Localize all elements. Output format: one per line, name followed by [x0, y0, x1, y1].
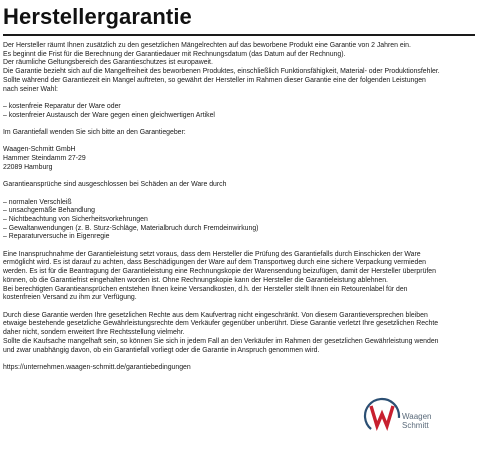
intro-line: Der räumliche Geltungsbereich des Garantieschutzes ist europaweit. [3, 59, 213, 67]
services-list [3, 103, 475, 120]
list-item: – unsachgemäße Behandlung [3, 207, 95, 215]
intro-paragraph [3, 42, 475, 94]
claim-line: Eine Inanspruchnahme der Garantieleistung setzt voraus, dass dem Hersteller die Prüfung des Garantiefalls durch Einschicken der Ware [3, 250, 421, 258]
address-city: 22089 Hamburg [3, 163, 53, 171]
claim-paragraph [3, 251, 475, 303]
list-item: – kostenfreie Reparatur der Ware oder [3, 102, 121, 110]
list-item: – Gewaltanwendungen (z. B. Sturz-Schläge, Materialbruch durch Fremdeinwirkung) [3, 224, 259, 232]
logo-line-2: Schmitt [402, 421, 429, 430]
document-body [3, 42, 475, 373]
spacer [3, 173, 475, 182]
contact-intro: Im Garantiefall wenden Sie sich bitte an den Garantiegeber: [3, 129, 186, 136]
spacer [3, 242, 475, 251]
claim-line: kostenfreien Versand zu ihm zur Verfügung. [3, 294, 137, 302]
title-divider [3, 34, 475, 36]
list-item: – normalen Verschleiß [3, 198, 72, 206]
logo-wordmark [402, 412, 432, 430]
document-page [3, 0, 475, 373]
intro-line: nach seiner Wahl: [3, 85, 58, 93]
claim-line: werden. Es ist für die Beantragung der Garantieleistung eine Rechnungskopie der Warensendung beizufügen, damit der Hersteller überprüfen [3, 268, 436, 276]
rights-paragraph [3, 312, 475, 356]
address-block [3, 146, 475, 172]
guarantee-url[interactable]: https://unternehmen.waagen-schmitt.de/garantiebedingungen [3, 363, 191, 371]
address-company: Waagen-Schmitt GmbH [3, 146, 76, 154]
spacer [3, 94, 475, 103]
page-title: Herstellergarantie [3, 4, 192, 29]
list-item: – Nichtbeachtung von Sicherheitsvorkehrungen [3, 215, 148, 223]
intro-line: Die Garantie bezieht sich auf die Mangelfreiheit des beworbenen Produktes, einschließlich Funktionsfähigkeit, Material- oder Produktionsfehler. [3, 68, 440, 76]
claim-line: können, ob die Garantiefrist eingehalten worden ist. Ohne Rechnungskopie kann der Hersteller die Garantieleistung ablehnen. [3, 276, 388, 284]
rights-line: daher nicht, sondern erweitert Ihre Rechtsstellung vielmehr. [3, 329, 185, 337]
list-item: – kostenfreier Austausch der Ware gegen einen gleichwertigen Artikel [3, 111, 215, 119]
rights-line: und zwar unabhängig davon, ob ein Garantiefall vorliegt oder die Garantie in Anspruch genommen wird. [3, 346, 320, 354]
intro-line: Der Hersteller räumt Ihnen zusätzlich zu den gesetzlichen Mängelrechten auf das beworbene Produkt eine Garantie von 2 Jahren ein. [3, 42, 411, 49]
claim-line: ermöglicht wird. Es ist darauf zu achten, dass Beschädigungen der Ware auf dem Transportweg durch eine sichere Verpackung vermieden [3, 259, 426, 267]
list-item: – Reparaturversuche in Eigenregie [3, 233, 110, 241]
intro-line: Sollte während der Garantiezeit ein Mangel auftreten, so gewährt der Hersteller im Rahmen dieser Garantie eine der folgenden Leistungen [3, 76, 426, 84]
exclusions-list [3, 199, 475, 243]
logo-line-1: Waagen [402, 412, 432, 421]
exclusions-intro: Garantieansprüche sind ausgeschlossen bei Schäden an der Ware durch [3, 181, 227, 189]
spacer [3, 355, 475, 364]
rights-line: Durch diese Garantie werden Ihre gesetzlichen Rechte aus dem Kaufvertrag nicht eingeschränkt. Von diesem Garantieversprechen bleiben [3, 311, 428, 319]
spacer [3, 190, 475, 199]
rights-line: Sollte die Kaufsache mangelhaft sein, so können Sie sich in jedem Fall an den Verkäufer im Rahmen der gesetzlichen Gewährleistung wenden [3, 337, 439, 345]
rights-line: etwaige bestehende gesetzliche Gewährleistungsrechte dem Verkäufer gegenüber unberührt. Diese Garantie verletzt Ihre gesetzlichen Rechte [3, 320, 439, 328]
spacer [3, 120, 475, 129]
spacer [3, 303, 475, 312]
spacer [3, 138, 475, 147]
claim-line: Bei berechtigten Garantieansprüchen entstehen Ihnen keine Versandkosten, d.h. der Hersteller stellt Ihnen ein Retourenlabel für den [3, 285, 408, 293]
intro-line: Es beginnt die Frist für die Berechnung der Garantiedauer mit Rechnungsdatum (das Datum auf der Rechnung). [3, 50, 346, 58]
address-street: Hammer Steindamm 27-29 [3, 155, 86, 163]
